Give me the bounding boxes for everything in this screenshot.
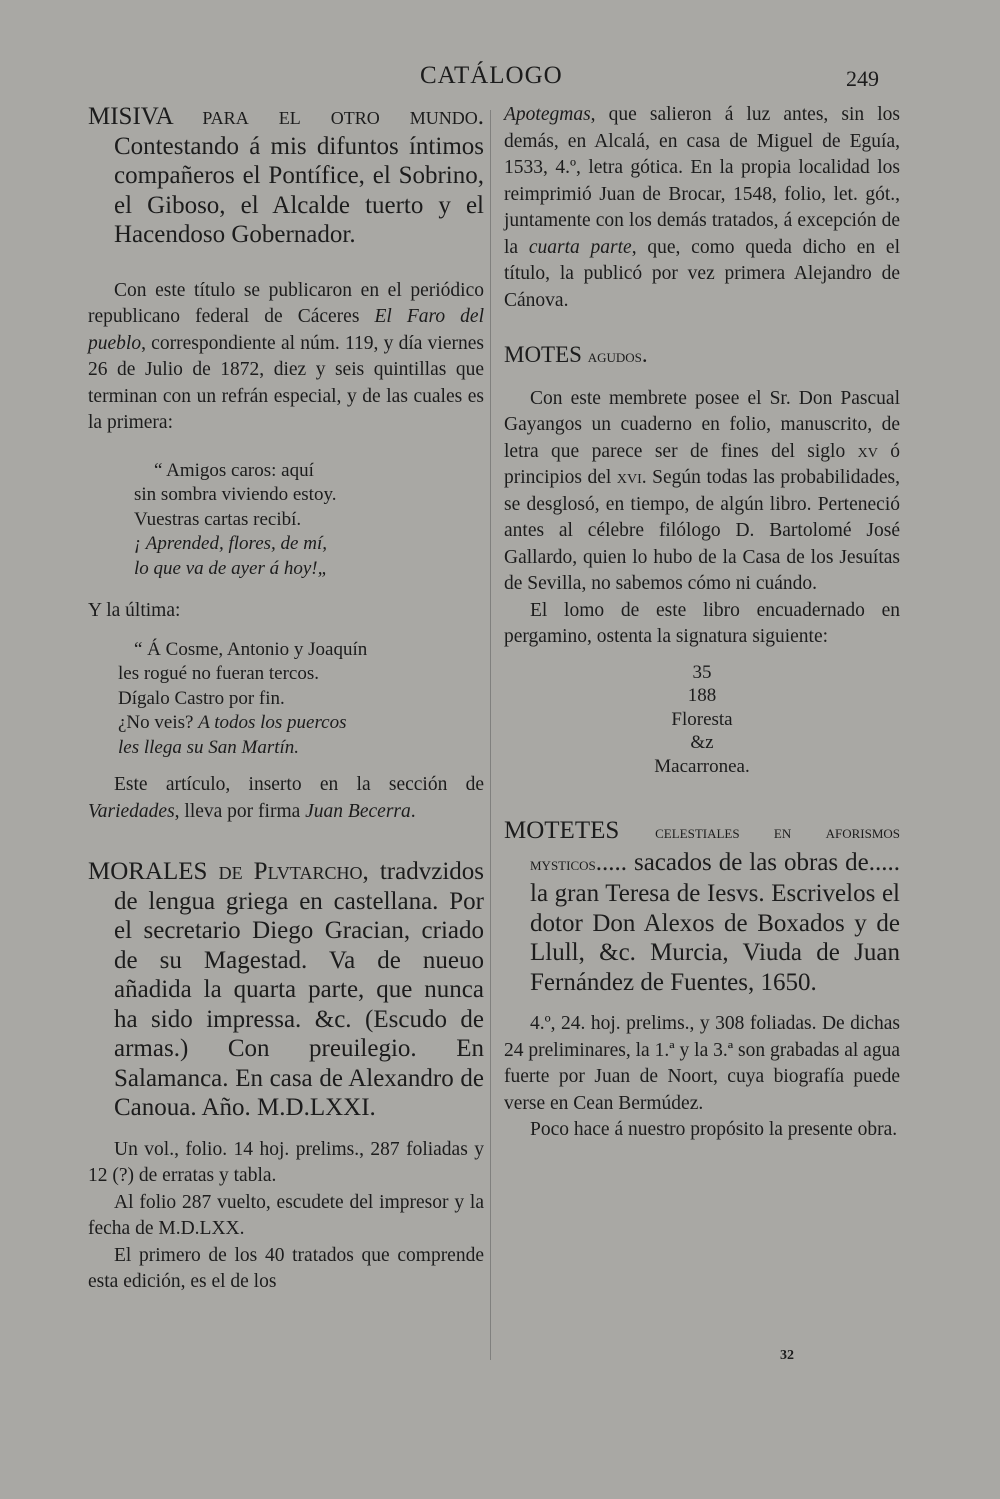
entry-keyword-smallcaps: para el otro mundo <box>202 103 478 130</box>
articulo-paragraph <box>88 772 484 825</box>
shelfmark-block <box>504 661 900 779</box>
entry-misiva-heading <box>88 102 484 250</box>
text: Con este título se publicaron en el periódico republicano federal de Cáceres <box>88 279 484 327</box>
verse-line <box>118 711 484 736</box>
page-header <box>0 58 1000 98</box>
verse-line: “ Amigos caros: aquí <box>154 459 314 481</box>
text: xvi <box>616 467 642 488</box>
periodical-title: El Faro del pueblo <box>88 306 484 354</box>
text: . <box>410 800 416 822</box>
verse-line: Dígalo Castro por fin. <box>118 687 285 709</box>
motetes-description: 4.º, 24. hoj. prelims., y 308 foliadas. De dichas 24 preliminares, la 1.ª y la 3.ª son grabadas al agua fuerte por Juan de Noort, cuya biografía puede verse en Cean Bermúdez. <box>504 1013 900 1114</box>
motes-binding-note: El lomo de este libro encuadernado en pergamino, ostenta la signatura siguiente: <box>504 599 900 647</box>
verse-line: les rogué no fueran tercos. <box>118 663 320 684</box>
entry-morales-heading <box>88 857 484 1123</box>
shelfmark-line: 35 <box>692 661 712 683</box>
morales-description: Un vol., folio. 14 hoj. prelims., 287 foliadas y 12 (?) de erratas y tabla. <box>88 1138 484 1186</box>
text: ó principios del <box>504 440 901 488</box>
entry-keyword-smallcaps: de Plvtarcho <box>218 858 363 885</box>
entry-keyword: MISIVA <box>88 103 173 130</box>
text: ¿No veis? <box>118 712 194 733</box>
ultima-label: Y la última: <box>88 600 181 621</box>
entry-keyword: MOTES <box>504 342 582 367</box>
left-column <box>88 102 484 1296</box>
text: . <box>641 342 648 367</box>
morales-colophon-note: Al folio 287 vuelto, escudete del impresor y la fecha de M.D.LXX. <box>88 1191 484 1239</box>
entry-keyword-smallcaps: celestiales en aforismos mysticos <box>530 822 900 875</box>
column-divider <box>490 110 491 1360</box>
part-title: cuarta parte <box>528 236 632 258</box>
page-number: 249 <box>846 66 879 91</box>
verse-line: ¡ Aprended, flores, de mí, <box>134 533 327 554</box>
text: , que salieron á luz antes, sin los demás, en Alcalá, en casa de Miguel de Eguía, 1533, 4.º, letra gótica. En la propia localidad los reimprimió Juan de Brocar, 1548, folio, let. gót., juntamente con los demás tratados, á excepción de la <box>504 104 900 258</box>
text: , correspondiente al núm. 119, y día viernes 26 de Julio de 1872, diez y seis quintillas que terminan con un refrán especial, y de las cuales es la primera: <box>88 332 484 433</box>
entry-title-text: ..... sacados de las obras de..... la gran Teresa de Iesvs. Escrivelos el dotor Don Alexos de Boxados y de Llull, &c. Murcia, Viuda de Juan Fernández de Fuentes, 1650. <box>530 848 900 996</box>
shelfmark-line: Macarronea. <box>654 755 750 777</box>
text: Este artículo, inserto en la sección de <box>114 774 484 795</box>
verse-line: sin sombra viviendo estoy. <box>134 484 337 505</box>
signature-mark: 32 <box>780 1348 794 1363</box>
text: Con este membrete posee el Sr. Don Pascual Gayangos un cuaderno en folio, manuscrito, de letra que parece ser de fines del siglo <box>504 387 900 462</box>
entry-title-text: , tradvzidos de lengua griega en castellana. Por el secretario Diego Gracian, criado de su Magestad. Va de nueuo añadida la quarta parte, que nunca ha sido impressa. &c. (Escudo de armas.) Con preuilegio. En Salamanca. En casa de Alexandro de Canoua. Año. M.D.LXXI. <box>114 858 484 1121</box>
entry-keyword: MORALES <box>88 858 208 885</box>
entry-title-text: . Contestando á mis difuntos íntimos compañeros el Pontífice, el Sobrino, el Giboso, el Alcalde tuerto y el Hacendoso Gobernador. <box>114 103 485 248</box>
text: A todos los puercos <box>198 712 347 733</box>
running-title: CATÁLOGO <box>420 62 563 89</box>
verse-line: “ Á Cosme, Antonio y Joaquín <box>134 638 368 660</box>
motes-paragraph <box>504 386 900 598</box>
verse-line: lo que va de ayer á hoy!„ <box>134 557 329 579</box>
section-title: Variedades <box>88 800 175 822</box>
text: . Según todas las probabilidades, se desglosó, en tiempo, de algún libro. Perteneció antes al célebre filólogo D. Bartolomé José Gallardo, quien lo hubo de la Casa de los Jesuítas de Sevilla, no sabemos cómo ni cuándo. <box>504 467 900 594</box>
text: xv <box>857 440 878 462</box>
shelfmark-line: &z <box>690 732 714 753</box>
work-title: Apotegmas <box>504 104 591 125</box>
verse-line: les llega su San Martín. <box>118 736 300 758</box>
text: , lleva por firma <box>174 800 301 822</box>
signature-name: Juan Becerra <box>305 800 411 822</box>
entry-motes-heading <box>504 340 900 372</box>
verse-line: Vuestras cartas recibí. <box>134 508 302 530</box>
verse-last <box>88 638 484 761</box>
text: , que, como queda dicho en el título, la publicó por vez primera Alejandro de Cánova. <box>504 236 900 311</box>
entry-keyword: MOTETES <box>504 817 620 844</box>
morales-continuation <box>504 102 900 314</box>
misiva-paragraph <box>88 278 484 437</box>
right-column <box>504 102 900 1144</box>
entry-motetes-heading <box>504 816 900 997</box>
morales-treatise-note: El primero de los 40 tratados que comprende esta edición, es el de los <box>88 1244 484 1292</box>
verse-first <box>88 459 484 582</box>
motetes-note: Poco hace á nuestro propósito la presente obra. <box>530 1119 898 1140</box>
shelfmark-line: 188 <box>687 685 717 706</box>
shelfmark-line: Floresta <box>671 708 733 730</box>
entry-keyword-smallcaps: agudos <box>587 346 642 367</box>
